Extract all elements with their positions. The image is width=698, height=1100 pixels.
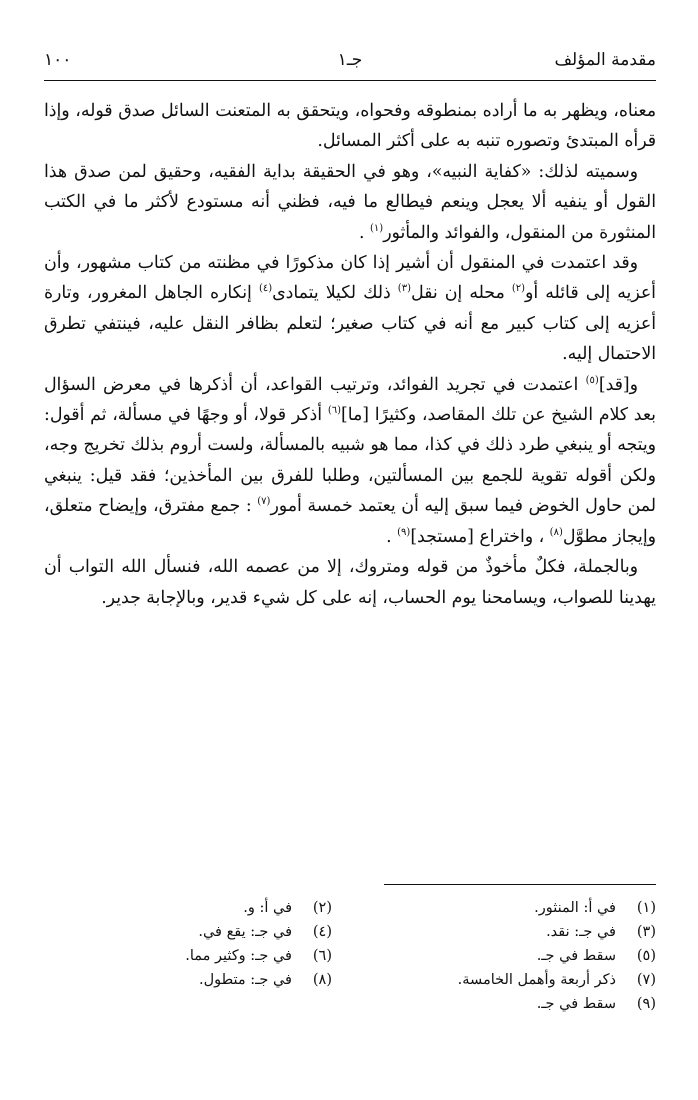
footnote [356, 992, 656, 1016]
section-title: مقدمة المؤلف [554, 50, 656, 70]
footnote-number: (١) [636, 900, 656, 916]
footnote-row [44, 992, 656, 1016]
volume-label: جـ١ [337, 50, 363, 70]
footnote-number: (٩) [636, 996, 656, 1012]
footnote-marker: (٥) [585, 374, 599, 386]
text-run: : جمع مفترق، وإيضاح متعلق، وإيجاز مطوَّل [44, 496, 656, 547]
footnote-marker: (٣) [397, 283, 411, 295]
text-run: . [359, 222, 371, 243]
paragraph [44, 248, 656, 370]
footnote-text: سقط في جـ. [536, 948, 616, 964]
paragraph [44, 370, 656, 552]
footnote-row [44, 944, 656, 968]
footnote-text: في أ: المنثور. [534, 900, 616, 916]
footnote-marker: (٨) [549, 526, 563, 538]
footnote-number: (٣) [636, 924, 656, 940]
footnote [32, 896, 332, 920]
footnote-marker: (٢) [511, 283, 526, 295]
text-run: معناه، ويظهر به ما أراده بمنطوقه وفحواه، ويتحقق به المتعنت السائل صدق قوله، وإذا قرأه المبتدئ وتصوره تنبه به على أكثر المسائل. [44, 101, 656, 152]
footnote [32, 944, 332, 968]
body-text [44, 96, 656, 613]
footnote-number: (٨) [312, 972, 332, 988]
footnotes [44, 896, 656, 1016]
footnote [356, 896, 656, 920]
text-run: محله إن نقل [410, 283, 512, 304]
paragraph [44, 157, 656, 248]
text-run: اعتمدت في تجريد الفوائد، وترتيب القواعد، أن أذكرها في معرض السؤال بعد كلام الشيخ عن تلك المقاصد، وكثيرًا [ما] [44, 374, 656, 426]
page-number: ١٠٠ [44, 50, 72, 70]
footnote [32, 968, 332, 992]
text-run: وسميته لذلك: «كفاية النبيه»، وهو في الحقيقة بداية الفقيه، وحقيق لمن صدق هذا القول أو ينفيه ألا يعجل وينعم فيطالع ما فيه، فظني أنه مستودع لأكثر ما في الكتب المنثورة من المنقول، والفوائد والمأثور [44, 161, 656, 243]
text-run: وبالجملة، فكلٌ مأخوذٌ من قوله ومتروك، إلا من عصمه الله، فنسأل الله التواب أن يهدينا للصواب، ويسامحنا يوم الحساب، إنه على كل شيء قدير، وبالإجابة جدير. [44, 557, 656, 608]
page-header [44, 50, 656, 74]
footnote-marker: (٤) [258, 283, 273, 295]
footnote-number: (٦) [312, 948, 332, 964]
text-run: وقد اعتمدت في المنقول أن أشير إذا كان مذكورًا في مظنته من كتاب مشهور، وأن أعزيه إلى قائله أو [44, 253, 656, 304]
paragraph [44, 96, 656, 157]
text-run: و[قد] [598, 374, 638, 395]
footnote-text: ذكر أربعة وأهمل الخامسة. [457, 972, 616, 988]
footnote-marker: (٧) [257, 496, 271, 508]
footnote-row [44, 896, 656, 920]
footnote-row [44, 920, 656, 944]
footnote-number: (٤) [312, 924, 332, 940]
footnote-row [44, 968, 656, 992]
footnote-marker: (٦) [327, 405, 342, 417]
footnote-text: في جـ: وكثير مما. [185, 948, 292, 964]
text-run: ذلك لكيلا يتمادى [272, 283, 398, 304]
text-run: . [386, 526, 398, 547]
text-run: أذكر قولا، أو وجهًا في مسألة، ثم أقول: ويتجه أو ينبغي طرد ذلك في كذا، مما هو شبيه بالمسألة، ولست أروم بذلك تخريج وجه، ولكن أقوله تقوية للجمع بين المسألتين، وطلبا للفرق بين المأخذين؛ فقد قيل: ينبغي لمن حاول الخوض فيما سبق إليه أن يعتمد خمسة أمور [44, 405, 656, 517]
paragraph [44, 552, 656, 613]
footnote-rule [384, 884, 656, 885]
footnote-text: في جـ: نقد. [546, 924, 616, 940]
footnote-number: (٧) [636, 972, 656, 988]
text-run: إنكاره الجاهل المغرور، وتارة أعزيه إلى كتاب كبير مع أنه في كتاب صغير؛ لتعلم بظافر النقل عليه، فينتفي تطرق الاحتمال إليه. [44, 283, 656, 365]
footnote-text: في أ: و. [243, 900, 292, 916]
header-rule [44, 80, 656, 81]
footnote-marker: (١) [370, 222, 384, 234]
footnote-marker: (٩) [397, 526, 411, 538]
footnote-text: سقط في جـ. [536, 996, 616, 1012]
footnote-number: (٢) [312, 900, 332, 916]
footnote [356, 944, 656, 968]
footnote [32, 920, 332, 944]
footnote-text: في جـ: متطول. [198, 972, 292, 988]
footnote-text: في جـ: يقع في. [198, 924, 292, 940]
text-run: ، واختراع [مستجد] [410, 526, 550, 547]
footnote [356, 968, 656, 992]
footnote [356, 920, 656, 944]
footnote-number: (٥) [636, 948, 656, 964]
